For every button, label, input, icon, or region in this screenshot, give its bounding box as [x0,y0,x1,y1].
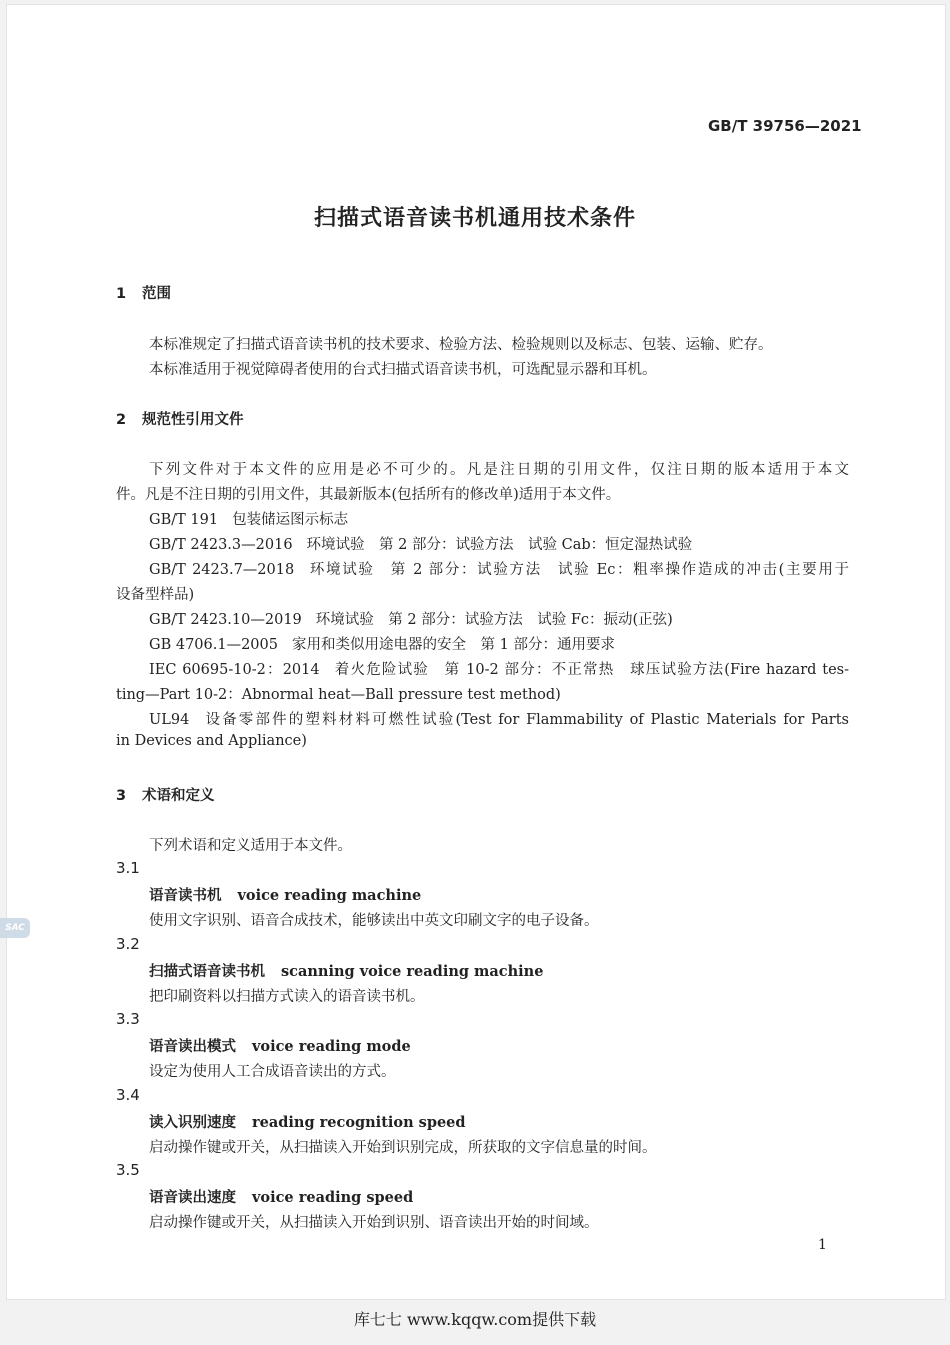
term-cn: 读入识别速度 [149,1114,236,1131]
section-title: 术语和定义 [142,788,215,804]
section-number: 2 [116,412,127,428]
reference-code: GB 4706.1—2005 [149,637,278,653]
reference-title: 家用和类似用途电器的安全 第 1 部分：通用要求 [292,637,615,653]
reference-title: 环境试验 第 2 部分：试验方法 试验 Ec：粗率操作造成的冲击(主要用于 [308,562,849,578]
term-heading [149,1186,413,1207]
term-heading [149,1111,466,1132]
section-heading-references [116,408,244,429]
standard-number: GB/T 39756—2021 [708,117,862,135]
references-intro-line-2: 件。凡是不注日期的引用文件，其最新版本(包括所有的修改单)适用于本文件。 [116,487,621,503]
reference-item [149,608,673,629]
reference-continuation: ting—Part 10-2：Abnormal heat—Ball pressure test method) [116,687,561,703]
term-number: 3.5 [116,1161,140,1179]
reference-item [149,558,849,579]
term-en: scanning voice reading machine [281,963,544,980]
reference-item [149,533,692,554]
reference-title: 设备零部件的塑料材料可燃性试验(Test for Flammability of Plastic Materials for Parts [203,712,849,728]
scope-paragraph-2: 本标准适用于视觉障碍者使用的台式扫描式语音读书机，可选配显示器和耳机。 [149,362,657,378]
term-cn: 语音读出速度 [149,1189,236,1206]
term-heading [149,1035,411,1056]
term-en: reading recognition speed [252,1114,466,1131]
reference-title: 环境试验 第 2 部分：试验方法 试验 Cab：恒定湿热试验 [306,537,693,553]
reference-item [149,708,849,729]
reference-title: 包装储运图示标志 [232,512,349,528]
term-cn: 语音读书机 [149,887,222,904]
reference-title: 环境试验 第 2 部分：试验方法 试验 Fc：振动(正弦) [315,612,673,628]
reference-code: GB/T 2423.7—2018 [149,562,295,578]
term-en: voice reading mode [252,1038,411,1055]
term-heading [149,884,421,905]
term-definition: 启动操作键或开关，从扫描读入开始到识别、语音读出开始的时间域。 [149,1215,599,1231]
section-number: 1 [116,286,127,302]
term-cn: 语音读出模式 [149,1038,236,1055]
reference-code: GB/T 191 [149,512,219,528]
document-title: 扫描式语音读书机通用技术条件 [313,206,636,231]
section-title: 范围 [142,286,171,302]
page-number: 1 [818,1237,827,1253]
term-number: 3.3 [116,1010,140,1028]
reference-title: 着火危险试验 第 10-2 部分：不正常热 球压试验方法(Fire hazard tes- [333,662,849,678]
reference-code: GB/T 2423.10—2019 [149,612,302,628]
reference-item [149,633,615,654]
term-definition: 启动操作键或开关，从扫描读入开始到识别完成，所获取的文字信息量的时间。 [149,1140,657,1156]
term-definition: 把印刷资料以扫描方式读入的语音读书机。 [149,989,425,1005]
scope-paragraph-1: 本标准规定了扫描式语音读书机的技术要求、检验方法、检验规则以及标志、包装、运输、贮存。 [149,337,773,353]
term-definition: 设定为使用人工合成语音读出的方式。 [149,1064,396,1080]
references-intro-line-1: 下列文件对于本文件的应用是必不可少的。凡是注日期的引用文件，仅注日期的版本适用于本文 [149,462,849,478]
section-heading-terms [116,784,215,805]
reference-continuation: in Devices and Appliance) [116,733,307,749]
term-cn: 扫描式语音读书机 [149,963,265,980]
term-en: voice reading speed [252,1189,414,1206]
term-number: 3.4 [116,1086,140,1104]
reference-item [149,508,348,529]
reference-code: UL94 [149,712,190,728]
sac-watermark: SAC [0,918,30,938]
section-number: 3 [116,788,127,804]
term-number: 3.1 [116,859,140,877]
section-title: 规范性引用文件 [142,412,244,428]
term-definition: 使用文字识别、语音合成技术，能够读出中英文印刷文字的电子设备。 [149,913,599,929]
reference-code: IEC 60695-10-2：2014 [149,662,320,678]
term-heading [149,960,543,981]
reference-code: GB/T 2423.3—2016 [149,537,293,553]
terms-intro: 下列术语和定义适用于本文件。 [149,838,352,854]
section-heading-scope [116,282,171,303]
reference-continuation: 设备型样品) [116,587,195,603]
term-en: voice reading machine [237,887,422,904]
reference-item [149,658,849,679]
download-footer: 库七七 www.kqqw.com提供下载 [353,1310,597,1329]
term-number: 3.2 [116,935,140,953]
